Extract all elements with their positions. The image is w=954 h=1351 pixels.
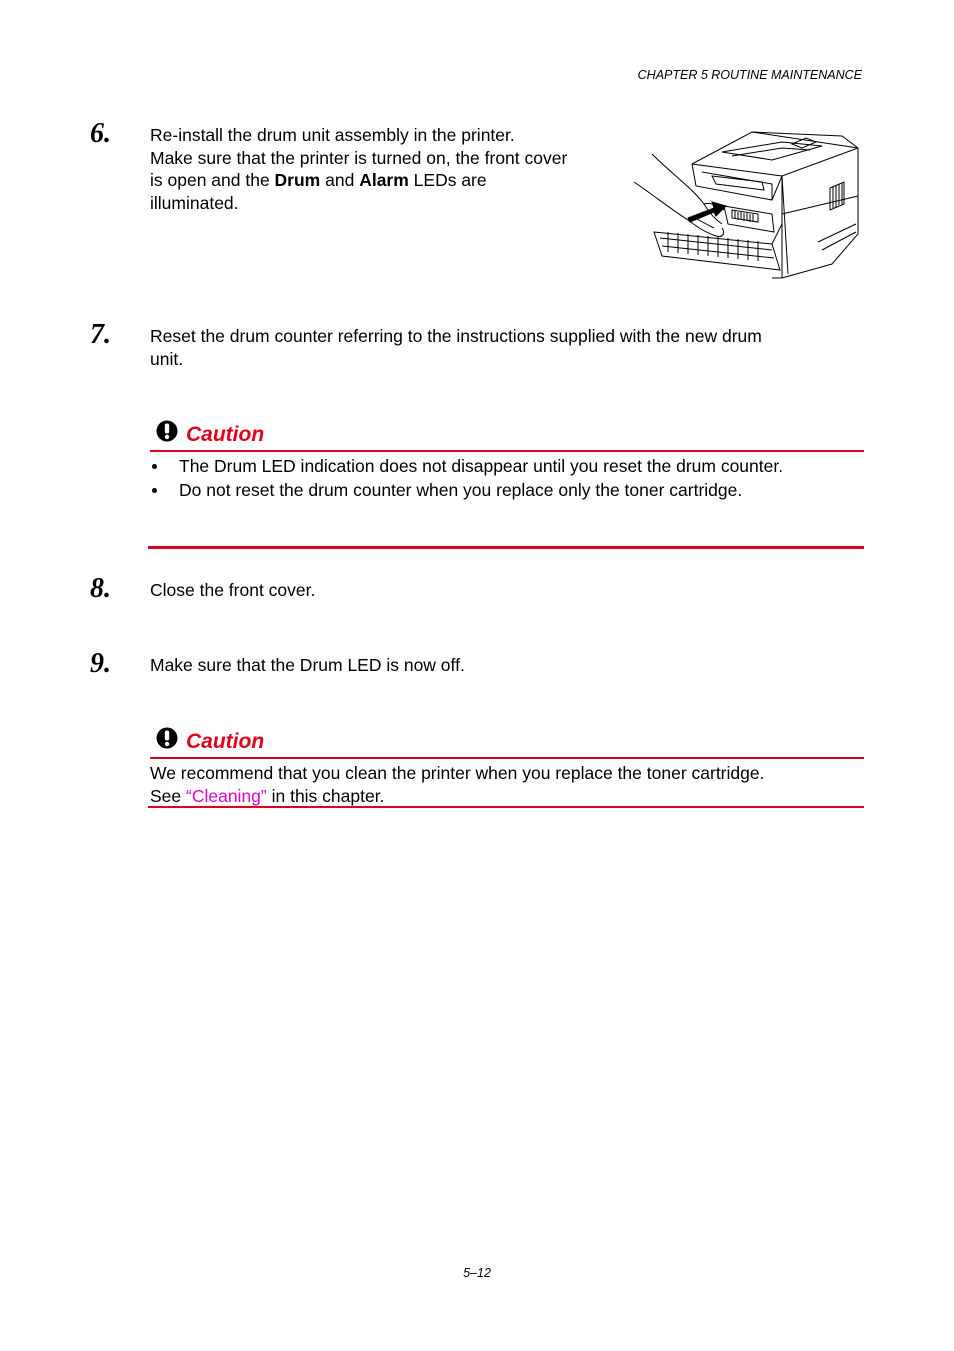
- page-number: 5–12: [463, 1266, 491, 1280]
- step-6-text: [150, 124, 567, 214]
- step-8-text: Close the front cover.: [150, 580, 316, 600]
- caution-2-end-rule: [148, 806, 864, 808]
- text-span: in this chapter.: [266, 785, 385, 806]
- step-6-line-2: Make sure that the printer is turned on, the front cover: [150, 147, 568, 168]
- text-span: See: [150, 785, 186, 806]
- step-number-6: 6.: [90, 118, 111, 149]
- caution-1-end-rule: [148, 546, 864, 549]
- list-item: The Drum LED indication does not disappear until you reset the drum counter.: [150, 454, 864, 478]
- list-item: Do not reset the drum counter when you replace only the toner cartridge.: [150, 478, 864, 502]
- step-6-line-3: [150, 169, 567, 192]
- caution-heading-1: [150, 420, 864, 452]
- step-7-line-1: Reset the drum counter referring to the instructions supplied with the new drum: [150, 326, 762, 346]
- alarm-led-label: Alarm: [359, 170, 409, 190]
- caution-2-line-2: [150, 785, 864, 808]
- exclamation-icon: [156, 727, 178, 749]
- caution-title: Caution: [186, 730, 265, 753]
- step-number-7: 7.: [90, 319, 111, 350]
- exclamation-icon: [156, 420, 178, 442]
- text-span: LEDs are: [408, 170, 487, 190]
- step-number-8: 8.: [90, 573, 111, 604]
- caution-2-body: [150, 762, 864, 807]
- text-span: is open and the: [150, 170, 275, 190]
- caution-1-body: [150, 454, 864, 502]
- text-span: and: [320, 170, 360, 190]
- step-9-text: Make sure that the Drum LED is now off.: [150, 655, 465, 675]
- caution-2-line-1: We recommend that you clean the printer when you replace the toner cartridge.: [150, 763, 765, 783]
- cleaning-link[interactable]: “Cleaning”: [186, 785, 267, 806]
- caution-heading-2: [150, 727, 864, 759]
- step-6-line-1: Re-install the drum unit assembly in the printer.: [150, 125, 515, 145]
- printer-drum-install-illustration: [632, 124, 864, 282]
- step-number-9: 9.: [90, 648, 111, 679]
- chapter-header: CHAPTER 5 ROUTINE MAINTENANCE: [637, 68, 862, 82]
- caution-bullet-list: [150, 454, 864, 502]
- caution-title: Caution: [186, 423, 265, 446]
- step-7-text: [150, 325, 762, 370]
- step-7-line-2: unit.: [150, 348, 184, 369]
- drum-led-label: Drum: [274, 170, 321, 190]
- step-6-line-4: illuminated.: [150, 192, 239, 213]
